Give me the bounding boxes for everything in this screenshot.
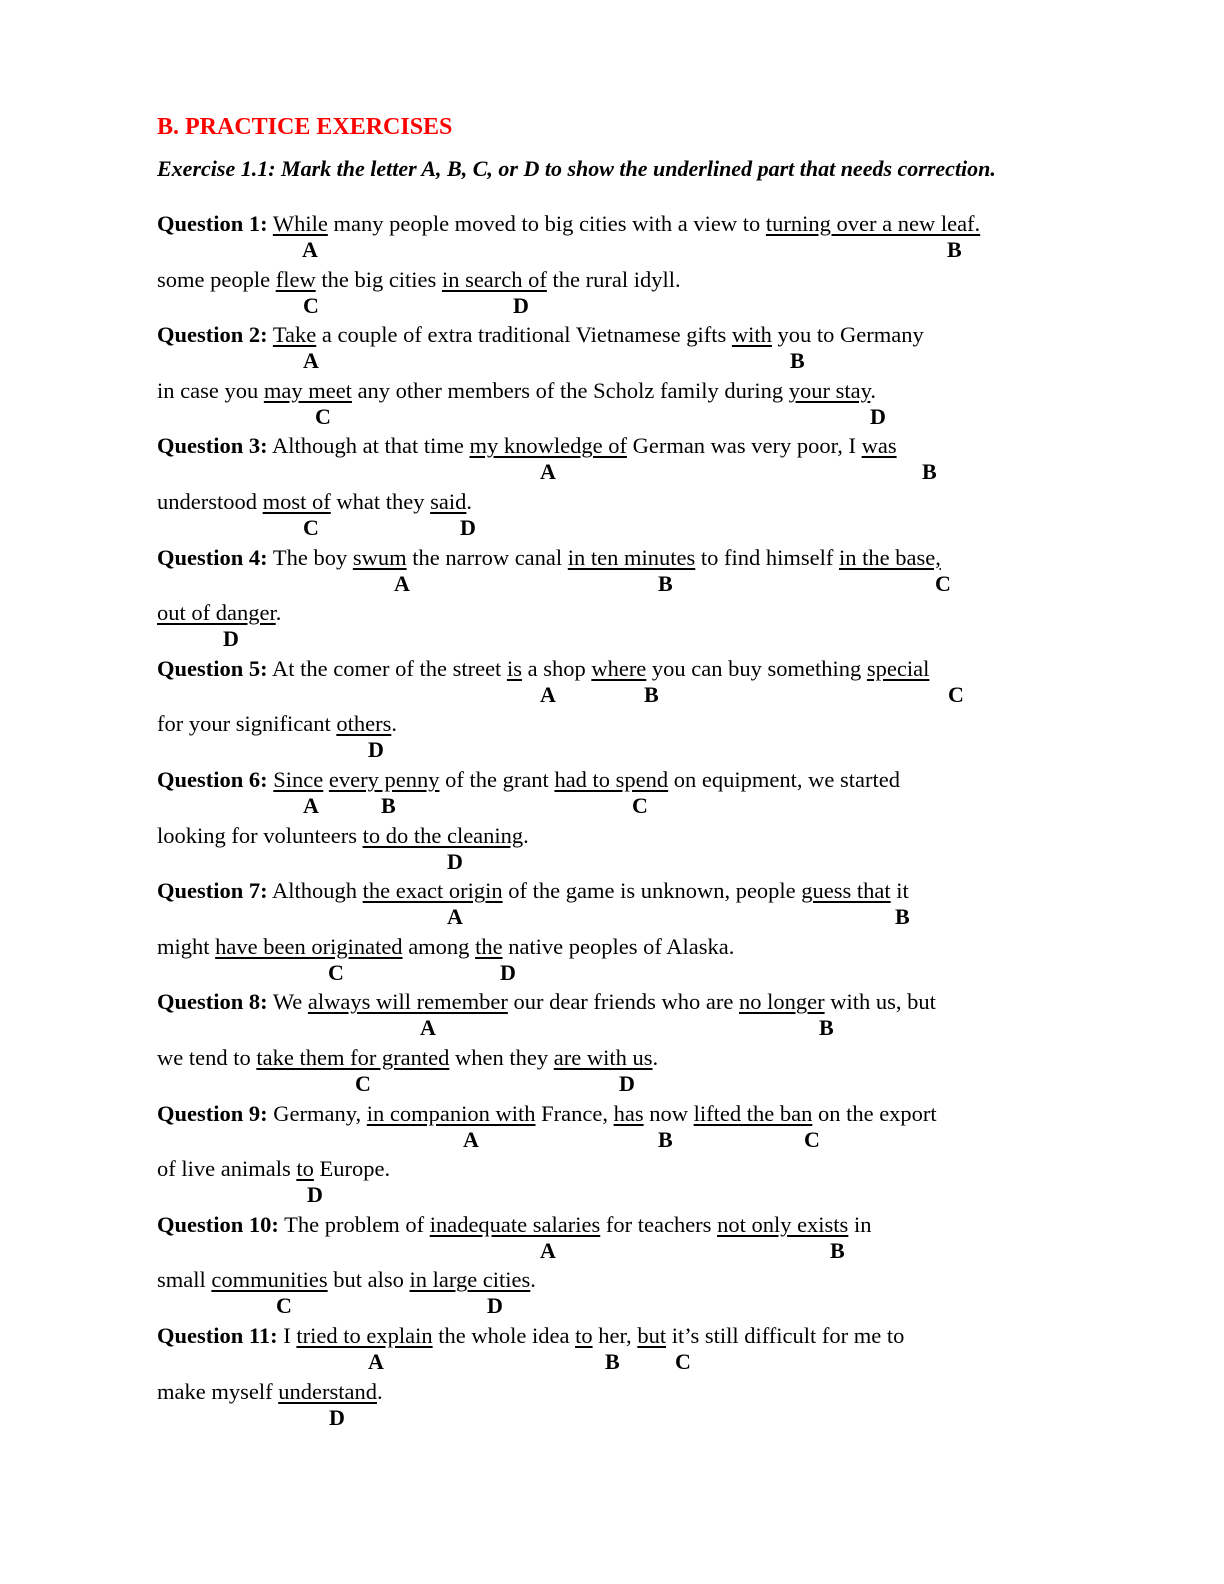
underlined-option: in companion with xyxy=(366,1100,536,1126)
section-heading: B. PRACTICE EXERCISES xyxy=(157,114,453,140)
question-line: make myself understand. xyxy=(157,1378,383,1404)
question-line: Question 2: Take a couple of extra traditional Vietnamese gifts with you to Germany xyxy=(157,322,924,348)
answer-letter: D xyxy=(368,737,384,763)
question-line: might have been originated among the native peoples of Alaska. xyxy=(157,933,735,959)
underlined-option: was xyxy=(861,433,897,459)
answer-letter: B xyxy=(644,681,659,707)
underlined-option: turning over a new leaf. xyxy=(765,211,981,236)
underlined-option: While xyxy=(272,211,328,236)
answer-letter: D xyxy=(223,626,239,652)
answer-letter: A xyxy=(540,1237,556,1263)
answer-letter: A xyxy=(463,1126,479,1152)
answer-letter: C xyxy=(355,1071,371,1096)
question-line: Question 7: Although the exact origin of the game is unknown, people guess that it xyxy=(157,878,909,904)
underlined-option: where xyxy=(591,655,647,681)
question-line: of live animals to Europe. xyxy=(157,1156,391,1182)
underlined-option: lifted the ban xyxy=(693,1100,813,1126)
question-line: Question 5: At the comer of the street is a shop where you can buy something special xyxy=(157,655,930,681)
underlined-option: special xyxy=(866,655,930,681)
question-line: some people flew the big cities in search of the rural idyll. xyxy=(157,266,681,292)
underlined-option: every penny xyxy=(328,767,440,792)
question-label: Question 2: xyxy=(157,322,268,348)
question-label: Question 5: xyxy=(157,655,268,681)
answer-letter: D xyxy=(329,1404,345,1430)
answer-letter: A xyxy=(303,348,319,374)
answer-letter: D xyxy=(307,1182,323,1208)
answer-letter: C xyxy=(935,570,951,596)
answer-letter: A xyxy=(302,237,318,262)
underlined-option: always will remember xyxy=(307,989,508,1015)
answer-letter: A xyxy=(447,904,463,930)
question-label: Question 11: xyxy=(157,1323,278,1348)
exercise-instruction: Exercise 1.1: Mark the letter A, B, C, or D to show the underlined part that needs correction. xyxy=(157,156,996,181)
underlined-option: out of danger xyxy=(157,600,276,626)
answer-letter: D xyxy=(460,515,476,540)
question-label: Question 8: xyxy=(157,989,268,1015)
answer-letter: B xyxy=(819,1015,834,1041)
underlined-option: had to spend xyxy=(554,767,669,792)
underlined-option: is xyxy=(506,655,522,681)
underlined-option: with xyxy=(731,322,772,348)
underlined-option: your stay xyxy=(788,377,871,403)
answer-letter: D xyxy=(513,292,529,318)
underlined-option: swum xyxy=(352,544,407,570)
underlined-option: guess that xyxy=(801,878,891,904)
underlined-option: in ten minutes xyxy=(567,544,696,570)
answer-letter: C xyxy=(276,1293,292,1319)
question-line: out of danger. xyxy=(157,600,282,626)
underlined-option: may meet xyxy=(263,377,352,403)
answer-letter: A xyxy=(303,793,319,818)
answer-letter: D xyxy=(487,1293,503,1319)
question-label: Question 7: xyxy=(157,878,268,904)
question-line: Question 9: Germany, in companion with France, has now lifted the ban on the export xyxy=(157,1100,937,1126)
question-line: Question 6: Since every penny of the grant had to spend on equipment, we started xyxy=(157,767,900,792)
question-line: understood most of what they said. xyxy=(157,489,472,514)
underlined-option: not only exists xyxy=(717,1211,849,1237)
underlined-option: Take xyxy=(272,322,317,348)
underlined-option: to do the cleaning xyxy=(362,822,524,848)
question-label: Question 9: xyxy=(157,1100,268,1126)
underlined-option: my knowledge of xyxy=(469,433,627,459)
question-label: Question 1: xyxy=(157,211,268,236)
underlined-option: others xyxy=(336,711,392,737)
underlined-option: but xyxy=(637,1323,667,1348)
underlined-option: most of xyxy=(262,489,331,514)
answer-letter: C xyxy=(632,793,648,818)
question-line: Question 11: I tried to explain the whole idea to her, but it’s still difficult for me to xyxy=(157,1323,905,1348)
answer-letter: B xyxy=(658,570,673,596)
underlined-option: tried to explain xyxy=(296,1323,433,1348)
underlined-option: no longer xyxy=(739,989,825,1015)
underlined-option: flew xyxy=(275,266,316,292)
underlined-option: the xyxy=(475,933,503,959)
question-label: Question 10: xyxy=(157,1211,279,1237)
underlined-option: have been originated xyxy=(215,933,403,959)
answer-letter: B xyxy=(895,904,910,930)
underlined-option: said xyxy=(430,489,467,514)
answer-letter: B xyxy=(830,1237,845,1263)
question-line: Question 8: We always will remember our dear friends who are no longer with us, but xyxy=(157,989,936,1015)
answer-letter: C xyxy=(328,959,344,985)
question-line: Question 10: The problem of inadequate salaries for teachers not only exists in xyxy=(157,1211,872,1237)
question-line: Question 1: While many people moved to big cities with a view to turning over a new leaf. xyxy=(157,211,981,236)
underlined-option: Since xyxy=(273,767,324,792)
answer-letter: B xyxy=(381,793,396,818)
answer-letter: D xyxy=(447,848,463,874)
answer-letter: D xyxy=(870,403,886,429)
underlined-option: are with us xyxy=(553,1045,653,1070)
question-line: Question 3: Although at that time my knowledge of German was very poor, I was xyxy=(157,433,897,459)
answer-letter: A xyxy=(394,570,410,596)
answer-letter: C xyxy=(675,1349,691,1374)
question-line: in case you may meet any other members of the Scholz family during your stay. xyxy=(157,377,876,403)
underlined-option: in large cities xyxy=(409,1267,531,1293)
question-line: we tend to take them for granted when they are with us. xyxy=(157,1045,659,1070)
answer-letter: C xyxy=(948,681,964,707)
answer-letter: A xyxy=(420,1015,436,1041)
answer-letter: A xyxy=(540,681,556,707)
underlined-option: has xyxy=(613,1100,644,1126)
question-line: for your significant others. xyxy=(157,711,397,737)
underlined-option: in the base, xyxy=(839,544,941,570)
answer-letter: D xyxy=(500,959,516,985)
answer-letter: A xyxy=(368,1349,384,1374)
question-line: Question 4: The boy swum the narrow canal in ten minutes to find himself in the base, xyxy=(157,544,941,570)
answer-letter: C xyxy=(315,403,331,429)
underlined-option: the exact origin xyxy=(362,878,503,904)
underlined-option: inadequate salaries xyxy=(429,1211,601,1237)
answer-letter: C xyxy=(303,515,319,540)
underlined-option: take them for granted xyxy=(256,1045,450,1070)
answer-letter: C xyxy=(303,292,319,318)
question-line: looking for volunteers to do the cleaning. xyxy=(157,822,529,848)
question-label: Question 4: xyxy=(157,544,268,570)
question-label: Question 3: xyxy=(157,433,268,459)
answer-letter: B xyxy=(922,459,937,485)
underlined-option: communities xyxy=(211,1267,328,1293)
answer-letter: B xyxy=(605,1349,620,1374)
answer-letter: A xyxy=(540,459,556,485)
underlined-option: to xyxy=(575,1323,593,1348)
answer-letter: B xyxy=(790,348,805,374)
underlined-option: to xyxy=(296,1156,314,1182)
question-line: small communities but also in large cities. xyxy=(157,1267,536,1293)
underlined-option: in search of xyxy=(441,266,547,292)
underlined-option: understand xyxy=(278,1378,377,1404)
answer-letter: B xyxy=(658,1126,673,1152)
question-label: Question 6: xyxy=(157,767,268,792)
answer-letter: B xyxy=(947,237,962,262)
answer-letter: C xyxy=(804,1126,820,1152)
answer-letter: D xyxy=(619,1071,635,1096)
